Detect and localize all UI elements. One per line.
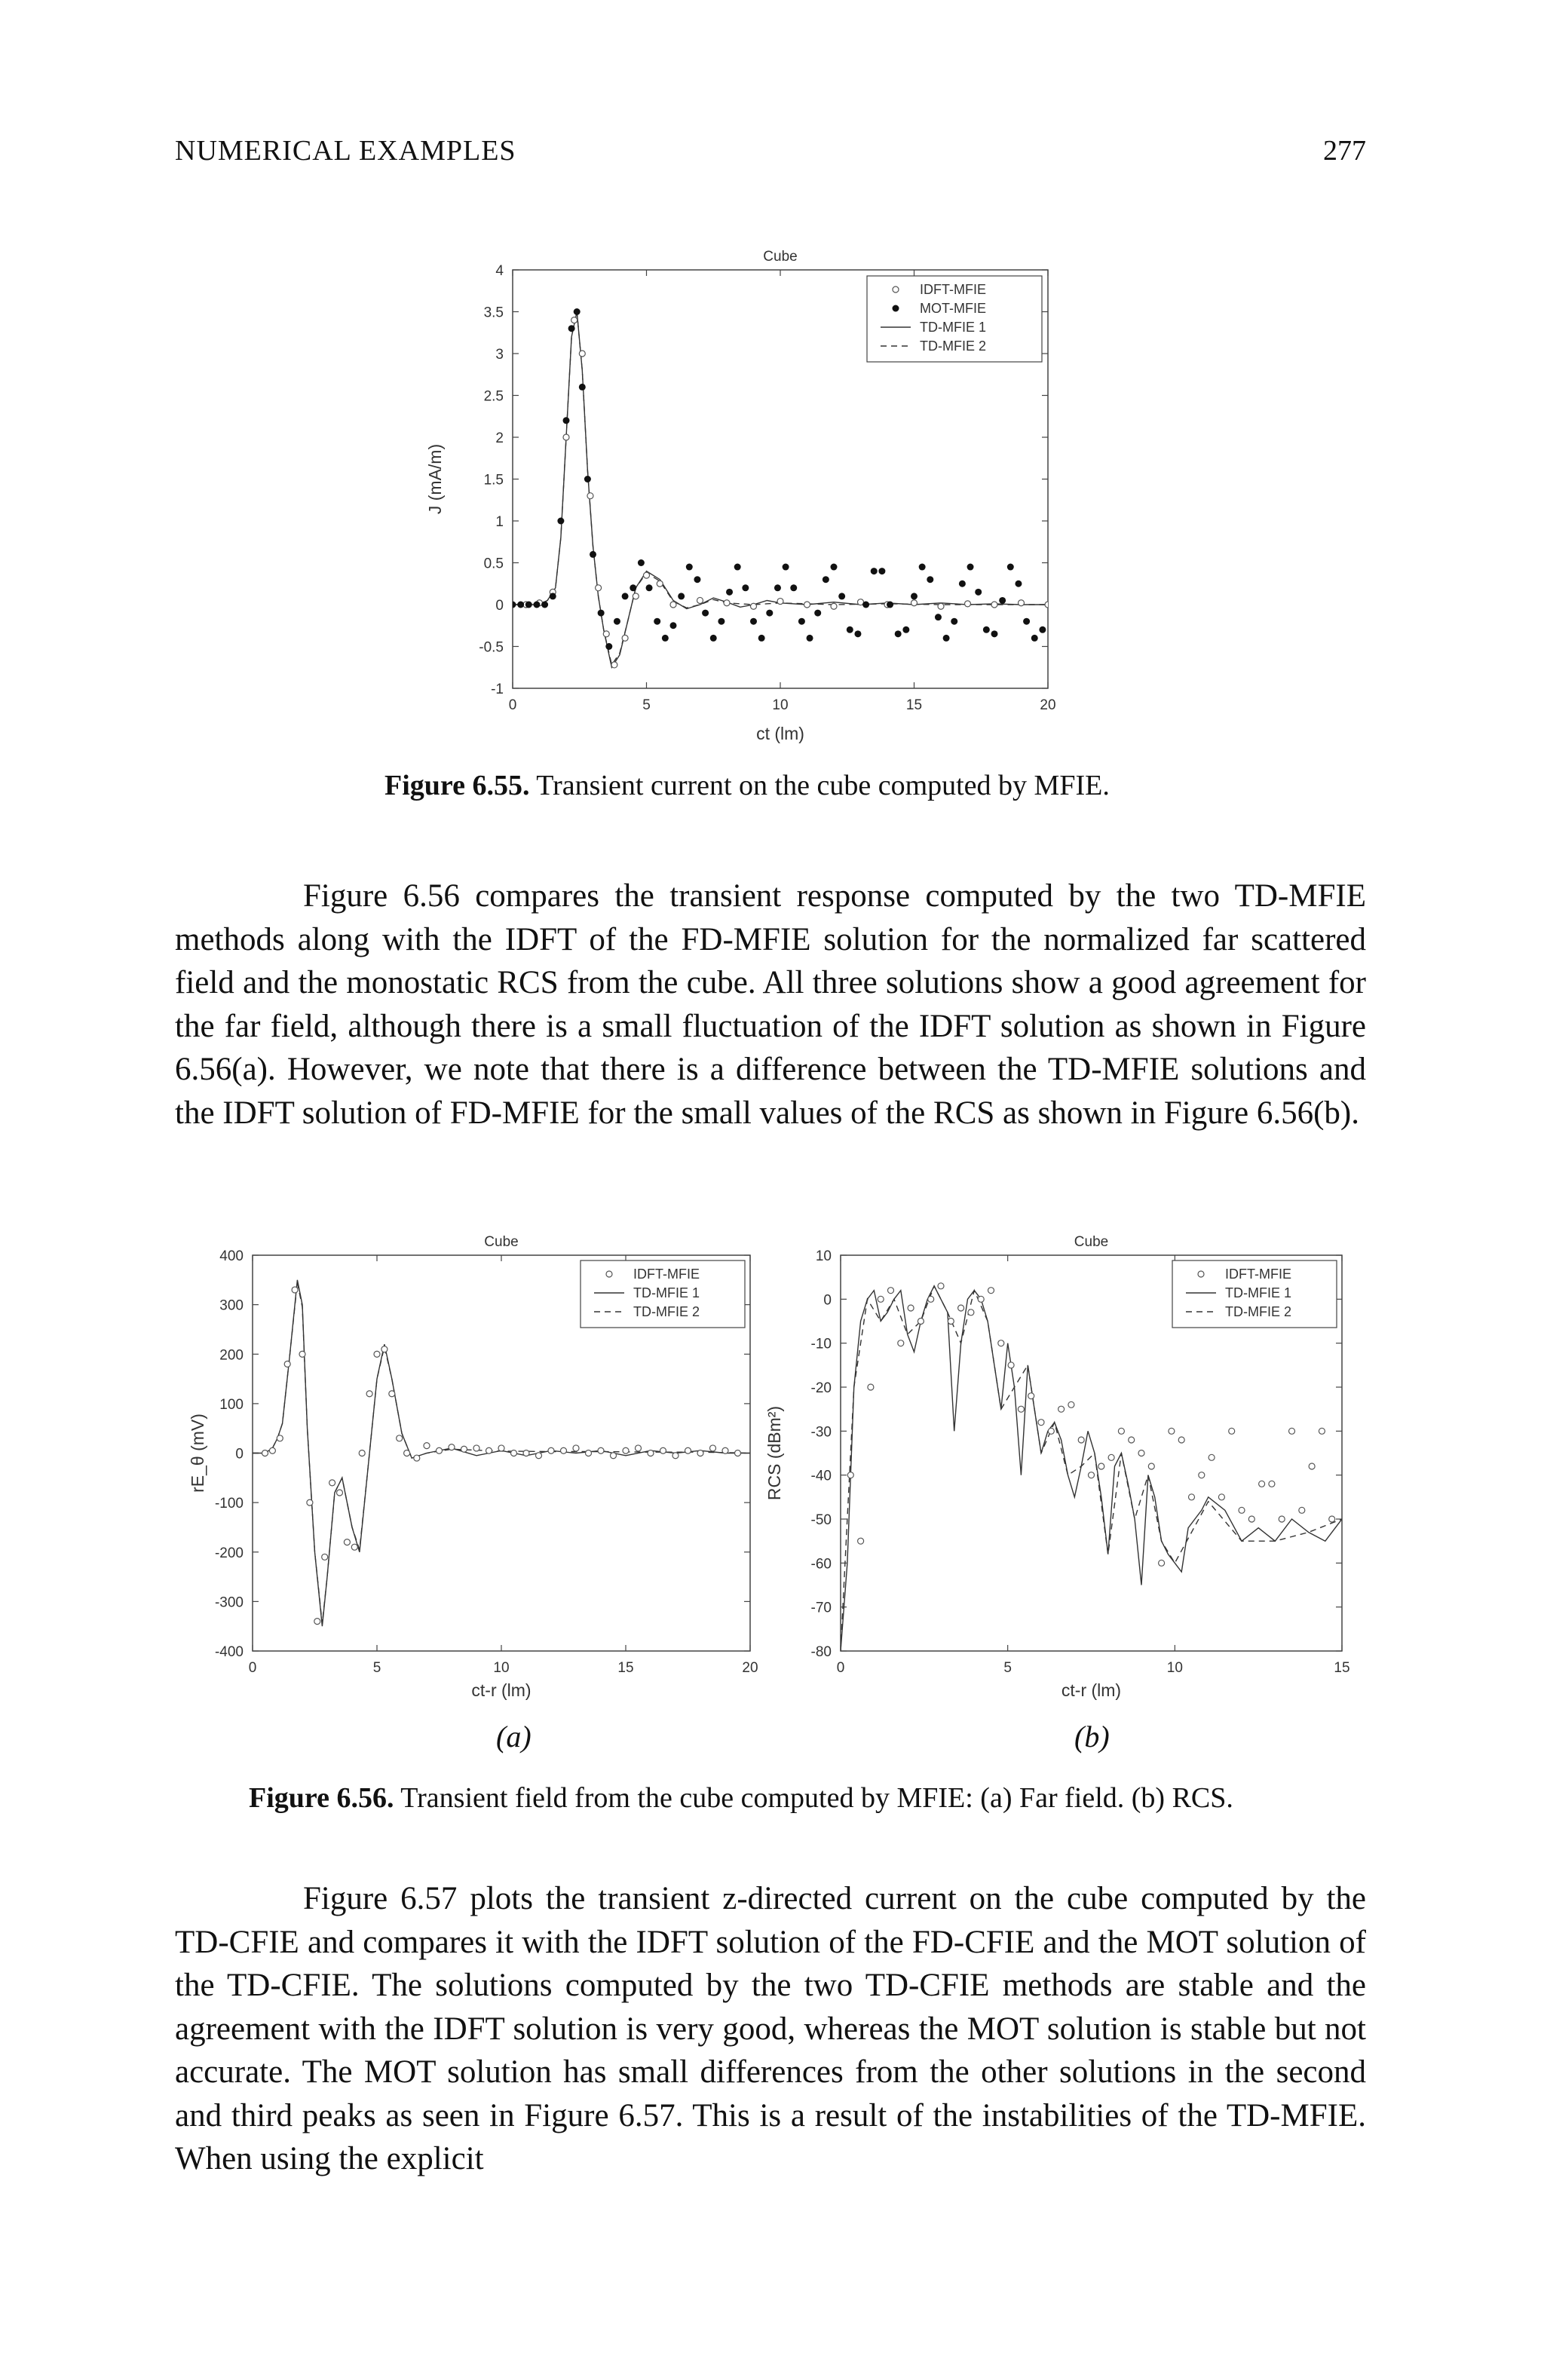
data-point-mot xyxy=(935,614,942,620)
data-point-idft xyxy=(978,1296,984,1302)
legend-entry: TD-MFIE 1 xyxy=(1225,1285,1291,1300)
y-tick-label: 400 xyxy=(219,1248,244,1264)
data-point-idft xyxy=(735,1450,741,1456)
paragraph-1-text: Figure 6.56 compares the transient response computed by the two TD-MFIE methods along with the IDFT of the FD-MFIE solution for the normalized far scattered field and the monostatic RCS from the cube. All three solutions show a good agreement for the far field, although there is a small fluctuation of the IDFT solution as shown in Figure 6.56(a). However, we note that there is a difference between the TD-MFIE solutions and the IDFT solution of FD-MFIE for the small values of the RCS as shown in Figure 6.56(b). xyxy=(175,878,1366,1131)
figure-6-56-caption xyxy=(249,1781,1233,1815)
data-point-mot xyxy=(630,584,636,591)
data-point-idft xyxy=(314,1619,320,1625)
chart-title: Cube xyxy=(763,249,798,265)
data-point-mot xyxy=(999,597,1006,604)
data-point-idft xyxy=(1279,1516,1285,1522)
y-tick-label: 2 xyxy=(495,430,504,446)
data-point-idft xyxy=(908,1305,914,1311)
data-point-mot xyxy=(734,564,741,571)
data-point-idft xyxy=(1045,602,1051,608)
data-point-idft xyxy=(344,1539,350,1545)
x-tick-label: 20 xyxy=(742,1660,758,1676)
data-point-idft xyxy=(938,1283,944,1289)
data-point-idft xyxy=(991,602,997,608)
y-axis-label: RCS (dBm²) xyxy=(764,1405,784,1501)
data-point-mot xyxy=(590,551,596,558)
data-point-idft xyxy=(672,1453,679,1459)
data-point-idft xyxy=(1138,1450,1144,1456)
data-point-idft xyxy=(1329,1516,1335,1522)
figure-6-56-sublabel-b: (b) xyxy=(1074,1720,1110,1754)
series-line-td-mfie-2 xyxy=(841,1286,1342,1651)
data-point-idft xyxy=(611,662,617,668)
data-point-mot xyxy=(1007,564,1014,571)
data-point-idft xyxy=(1239,1507,1245,1513)
data-point-mot xyxy=(854,630,861,637)
data-point-idft xyxy=(888,1288,894,1294)
data-point-idft xyxy=(847,1472,853,1478)
data-point-idft xyxy=(1269,1481,1275,1487)
data-point-idft xyxy=(1169,1428,1175,1434)
data-point-mot xyxy=(943,635,950,642)
data-point-mot xyxy=(975,589,982,596)
data-point-idft xyxy=(277,1435,283,1441)
chart-title: Cube xyxy=(484,1234,519,1250)
data-point-idft xyxy=(685,1447,691,1453)
data-point-idft xyxy=(563,434,569,440)
y-tick-label: -10 xyxy=(810,1336,832,1352)
x-tick-label: 5 xyxy=(372,1660,381,1676)
data-point-idft xyxy=(1218,1494,1224,1500)
x-axis-label: ct-r (lm) xyxy=(471,1680,532,1700)
data-point-mot xyxy=(871,568,878,574)
data-point-idft xyxy=(1058,1406,1065,1412)
data-point-mot xyxy=(525,602,532,608)
data-point-mot xyxy=(766,610,773,617)
plot-area xyxy=(841,1283,1342,1651)
data-point-mot xyxy=(638,559,645,566)
data-point-mot xyxy=(622,593,629,599)
data-point-idft xyxy=(598,1447,604,1453)
figure-6-56-caption-label: Figure 6.56. xyxy=(249,1782,394,1814)
data-point-idft xyxy=(938,603,944,609)
data-point-idft xyxy=(1259,1481,1265,1487)
figure-6-55-caption-text: Transient current on the cube computed by MFIE. xyxy=(536,770,1110,801)
data-point-idft xyxy=(898,1340,904,1346)
y-tick-label: 300 xyxy=(219,1297,244,1314)
paragraph-2 xyxy=(175,1877,1366,2181)
legend xyxy=(581,1260,745,1328)
data-point-idft xyxy=(511,1450,517,1456)
y-tick-label: -30 xyxy=(810,1424,832,1441)
data-point-mot xyxy=(814,610,821,617)
y-tick-label: 1.5 xyxy=(483,472,504,489)
y-tick-label: 200 xyxy=(219,1347,244,1364)
data-point-idft xyxy=(473,1445,479,1451)
data-point-mot xyxy=(605,643,612,650)
data-point-idft xyxy=(611,1453,617,1459)
data-point-idft xyxy=(804,602,810,608)
y-tick-label: -50 xyxy=(810,1512,832,1528)
y-tick-label: -70 xyxy=(810,1600,832,1616)
data-point-mot xyxy=(887,602,893,608)
data-point-mot xyxy=(568,325,575,332)
paragraph-2-text: Figure 6.57 plots the transient z-directed current on the cube computed by the TD-CFIE and compares it with the IDFT solution of the FD-CFIE and the MOT solution of the TD-CFIE. The solutions computed by the two TD-CFIE methods are stable and the agreement with the IDFT solution is very good, whereas the MOT solution is stable but not accurate. The MOT solution has small differences from the other solutions in the second and third peaks as seen in Figure 6.57. This is a result of the instabilities of the TD-MFIE. When using the explicit xyxy=(175,1881,1366,2176)
data-point-idft xyxy=(523,1450,529,1456)
data-point-mot xyxy=(533,602,540,608)
y-tick-label: -200 xyxy=(214,1545,244,1561)
data-point-idft xyxy=(965,601,971,607)
data-point-mot xyxy=(783,564,789,571)
data-point-idft xyxy=(998,1340,1004,1346)
series-line-td-mfie-2 xyxy=(513,312,1048,665)
data-point-mot xyxy=(774,584,781,591)
data-point-idft xyxy=(722,1447,728,1453)
data-point-idft xyxy=(329,1480,335,1486)
data-point-mot xyxy=(983,626,990,633)
data-point-idft xyxy=(337,1490,343,1496)
data-point-idft xyxy=(292,1287,298,1293)
y-tick-label: 0 xyxy=(235,1446,244,1463)
data-point-idft xyxy=(596,585,602,591)
y-tick-label: 2.5 xyxy=(483,388,504,405)
data-point-mot xyxy=(790,584,797,591)
chart-1 xyxy=(425,249,1056,743)
data-point-idft xyxy=(299,1351,305,1357)
legend-marker-idft xyxy=(606,1271,612,1277)
data-point-idft xyxy=(449,1444,455,1450)
data-point-idft xyxy=(381,1346,388,1352)
data-point-idft xyxy=(1108,1454,1114,1460)
data-point-idft xyxy=(831,603,837,609)
y-tick-label: 0.5 xyxy=(483,556,504,572)
data-point-idft xyxy=(1118,1428,1124,1434)
data-point-mot xyxy=(847,626,853,633)
data-point-idft xyxy=(573,1445,579,1451)
data-point-idft xyxy=(948,1319,954,1325)
data-point-mot xyxy=(798,618,805,625)
data-point-idft xyxy=(1189,1494,1195,1500)
y-tick-label: 0 xyxy=(495,598,504,614)
data-point-mot xyxy=(750,618,757,625)
x-tick-label: 5 xyxy=(642,697,651,713)
data-point-mot xyxy=(838,593,845,599)
x-axis-label: ct (lm) xyxy=(756,724,804,743)
data-point-idft xyxy=(1299,1507,1305,1513)
data-point-idft xyxy=(724,600,730,606)
legend-entry: TD-MFIE 1 xyxy=(920,320,986,335)
figure-6-55-caption xyxy=(384,769,1110,802)
data-point-idft xyxy=(670,602,676,608)
data-point-mot xyxy=(574,308,581,315)
data-point-idft xyxy=(284,1361,290,1367)
data-point-mot xyxy=(991,630,998,637)
chart-title: Cube xyxy=(1074,1234,1109,1250)
data-point-mot xyxy=(911,593,918,599)
y-tick-label: 100 xyxy=(219,1396,244,1413)
data-point-idft xyxy=(1209,1454,1215,1460)
y-tick-label: 3.5 xyxy=(483,305,504,321)
data-point-idft xyxy=(414,1455,420,1461)
data-point-idft xyxy=(262,1450,268,1456)
data-point-idft xyxy=(911,600,918,606)
figure-6-56-caption-text: Transient field from the cube computed by MFIE: (a) Far field. (b) RCS. xyxy=(400,1782,1233,1814)
plot-area xyxy=(253,1280,750,1626)
data-point-idft xyxy=(1178,1437,1184,1443)
data-point-idft xyxy=(623,1447,629,1453)
data-point-idft xyxy=(1199,1472,1205,1478)
data-point-idft xyxy=(622,635,628,641)
data-point-idft xyxy=(486,1447,492,1453)
data-point-idft xyxy=(1038,1420,1044,1426)
data-point-idft xyxy=(359,1450,365,1456)
y-tick-label: -400 xyxy=(214,1644,244,1660)
data-point-mot xyxy=(678,593,685,599)
data-point-mot xyxy=(823,576,829,583)
legend-entry: MOT-MFIE xyxy=(920,301,986,316)
chart-2 xyxy=(188,1234,758,1700)
data-point-idft xyxy=(397,1435,403,1441)
data-point-mot xyxy=(646,584,653,591)
data-point-mot xyxy=(726,589,733,596)
x-tick-label: 0 xyxy=(836,1660,845,1676)
data-point-idft xyxy=(536,1453,542,1459)
data-point-idft xyxy=(1129,1437,1135,1443)
data-point-mot xyxy=(614,618,620,625)
y-tick-label: 10 xyxy=(815,1248,832,1264)
data-point-mot xyxy=(1023,618,1030,625)
data-point-idft xyxy=(1248,1516,1254,1522)
data-point-idft xyxy=(1068,1401,1074,1407)
data-point-idft xyxy=(404,1450,410,1456)
legend-marker-idft xyxy=(893,286,899,293)
data-point-mot xyxy=(694,576,700,583)
data-point-mot xyxy=(557,518,564,525)
y-tick-label: 4 xyxy=(495,263,504,279)
data-point-idft xyxy=(603,631,609,637)
data-point-idft xyxy=(1148,1463,1154,1469)
x-tick-label: 5 xyxy=(1003,1660,1012,1676)
data-point-idft xyxy=(968,1309,974,1316)
data-point-mot xyxy=(662,635,669,642)
y-tick-label: -1 xyxy=(491,682,504,697)
data-point-idft xyxy=(1229,1428,1235,1434)
legend-entry: IDFT-MFIE xyxy=(920,282,986,297)
legend-entry: TD-MFIE 1 xyxy=(633,1285,700,1300)
y-tick-label: 3 xyxy=(495,347,504,363)
x-tick-label: 0 xyxy=(508,697,517,713)
x-tick-label: 15 xyxy=(617,1660,634,1676)
paragraph-1 xyxy=(175,875,1366,1135)
data-point-mot xyxy=(718,618,725,625)
data-point-mot xyxy=(670,622,677,629)
data-point-idft xyxy=(587,493,593,499)
data-point-idft xyxy=(710,1445,716,1451)
data-point-idft xyxy=(307,1499,313,1505)
data-point-mot xyxy=(758,635,765,642)
y-axis-label: J (mA/m) xyxy=(425,443,445,515)
y-tick-label: -300 xyxy=(214,1594,244,1611)
data-point-idft xyxy=(586,1450,592,1456)
data-point-idft xyxy=(1098,1463,1104,1469)
data-point-idft xyxy=(858,1538,864,1544)
y-tick-label: -60 xyxy=(810,1556,832,1573)
data-point-idft xyxy=(1309,1463,1315,1469)
data-point-mot xyxy=(710,635,717,642)
x-tick-label: 10 xyxy=(493,1660,510,1676)
running-title: NUMERICAL EXAMPLES xyxy=(175,135,516,167)
data-point-mot xyxy=(579,384,586,391)
data-point-idft xyxy=(437,1447,443,1453)
data-point-idft xyxy=(958,1305,964,1311)
data-point-mot xyxy=(951,618,957,625)
y-tick-label: -0.5 xyxy=(479,639,504,656)
figure-6-55-caption-label: Figure 6.55. xyxy=(384,770,530,801)
data-point-mot xyxy=(878,568,885,574)
y-axis-label: rE_θ (mV) xyxy=(188,1414,207,1493)
x-tick-label: 10 xyxy=(772,697,789,713)
y-tick-label: -40 xyxy=(810,1468,832,1484)
data-point-mot xyxy=(517,602,524,608)
data-point-idft xyxy=(657,580,663,587)
data-point-mot xyxy=(654,618,660,625)
data-point-idft xyxy=(1048,1428,1054,1434)
data-point-idft xyxy=(1159,1560,1165,1566)
data-point-mot xyxy=(1031,635,1038,642)
data-point-mot xyxy=(702,610,709,617)
data-point-mot xyxy=(919,564,926,571)
data-point-idft xyxy=(351,1544,357,1550)
data-point-idft xyxy=(636,1445,642,1451)
data-point-idft xyxy=(878,1296,884,1302)
legend-entry: IDFT-MFIE xyxy=(1225,1267,1291,1282)
data-point-idft xyxy=(269,1447,275,1453)
data-point-idft xyxy=(648,1450,654,1456)
figure-6-56-sublabel-a: (a) xyxy=(496,1720,532,1754)
data-point-mot xyxy=(510,602,516,608)
data-point-idft xyxy=(777,599,783,605)
data-point-idft xyxy=(1078,1437,1084,1443)
series-line-td-mfie-1 xyxy=(513,312,1048,668)
data-point-idft xyxy=(1019,600,1025,606)
y-tick-label: 1 xyxy=(495,514,504,530)
data-point-idft xyxy=(633,593,639,599)
x-axis-label: ct-r (lm) xyxy=(1061,1680,1122,1700)
data-point-idft xyxy=(424,1443,430,1449)
data-point-idft xyxy=(461,1446,467,1452)
data-point-idft xyxy=(697,1450,703,1456)
data-point-idft xyxy=(1089,1472,1095,1478)
data-point-idft xyxy=(571,317,577,323)
y-tick-label: -20 xyxy=(810,1380,832,1396)
x-tick-label: 0 xyxy=(248,1660,257,1676)
data-point-idft xyxy=(579,351,585,357)
data-point-mot xyxy=(598,610,605,617)
data-point-mot xyxy=(959,580,966,587)
y-tick-label: 0 xyxy=(823,1292,832,1309)
data-point-idft xyxy=(1018,1406,1024,1412)
legend xyxy=(867,276,1042,362)
data-point-mot xyxy=(563,417,570,424)
data-point-idft xyxy=(928,1296,934,1302)
x-tick-label: 20 xyxy=(1040,697,1056,713)
x-tick-label: 15 xyxy=(905,697,923,713)
legend-entry: IDFT-MFIE xyxy=(633,1267,700,1282)
data-point-idft xyxy=(660,1447,666,1453)
data-point-mot xyxy=(686,564,693,571)
data-point-mot xyxy=(902,626,909,633)
data-point-idft xyxy=(988,1288,994,1294)
data-point-mot xyxy=(807,635,813,642)
data-point-idft xyxy=(366,1391,372,1397)
page-number: 277 xyxy=(1323,135,1366,167)
data-point-mot xyxy=(862,602,869,608)
data-point-idft xyxy=(918,1319,924,1325)
data-point-mot xyxy=(742,584,749,591)
data-point-idft xyxy=(644,572,650,578)
data-point-mot xyxy=(967,564,974,571)
data-point-idft xyxy=(751,603,757,609)
data-point-mot xyxy=(550,593,556,599)
x-tick-label: 10 xyxy=(1166,1660,1183,1676)
data-point-idft xyxy=(548,1447,554,1453)
x-tick-label: 15 xyxy=(1334,1660,1350,1676)
legend-entry: TD-MFIE 2 xyxy=(920,338,986,354)
chart-3 xyxy=(764,1234,1350,1700)
data-point-idft xyxy=(1289,1428,1295,1434)
data-point-mot xyxy=(927,576,933,583)
series-line-td-mfie-1 xyxy=(841,1286,1342,1651)
data-point-mot xyxy=(1039,626,1046,633)
data-point-mot xyxy=(895,630,902,637)
data-point-idft xyxy=(1319,1428,1325,1434)
data-point-idft xyxy=(1028,1393,1034,1399)
data-point-mot xyxy=(541,602,548,608)
data-point-idft xyxy=(374,1351,380,1357)
data-point-idft xyxy=(697,597,703,603)
data-point-mot xyxy=(831,564,838,571)
legend-entry: TD-MFIE 2 xyxy=(1225,1304,1291,1319)
data-point-mot xyxy=(1015,580,1022,587)
legend-marker-mot xyxy=(893,305,899,312)
data-point-idft xyxy=(322,1554,328,1560)
data-point-idft xyxy=(389,1391,395,1397)
legend-marker-idft xyxy=(1198,1271,1204,1277)
data-point-mot xyxy=(584,476,591,482)
legend-entry: TD-MFIE 2 xyxy=(633,1304,700,1319)
data-point-idft xyxy=(1008,1362,1014,1368)
data-point-idft xyxy=(498,1445,504,1451)
data-point-idft xyxy=(561,1447,567,1453)
y-tick-label: -80 xyxy=(810,1644,832,1660)
data-point-idft xyxy=(868,1384,874,1390)
y-tick-label: -100 xyxy=(214,1496,244,1512)
legend xyxy=(1172,1260,1337,1328)
